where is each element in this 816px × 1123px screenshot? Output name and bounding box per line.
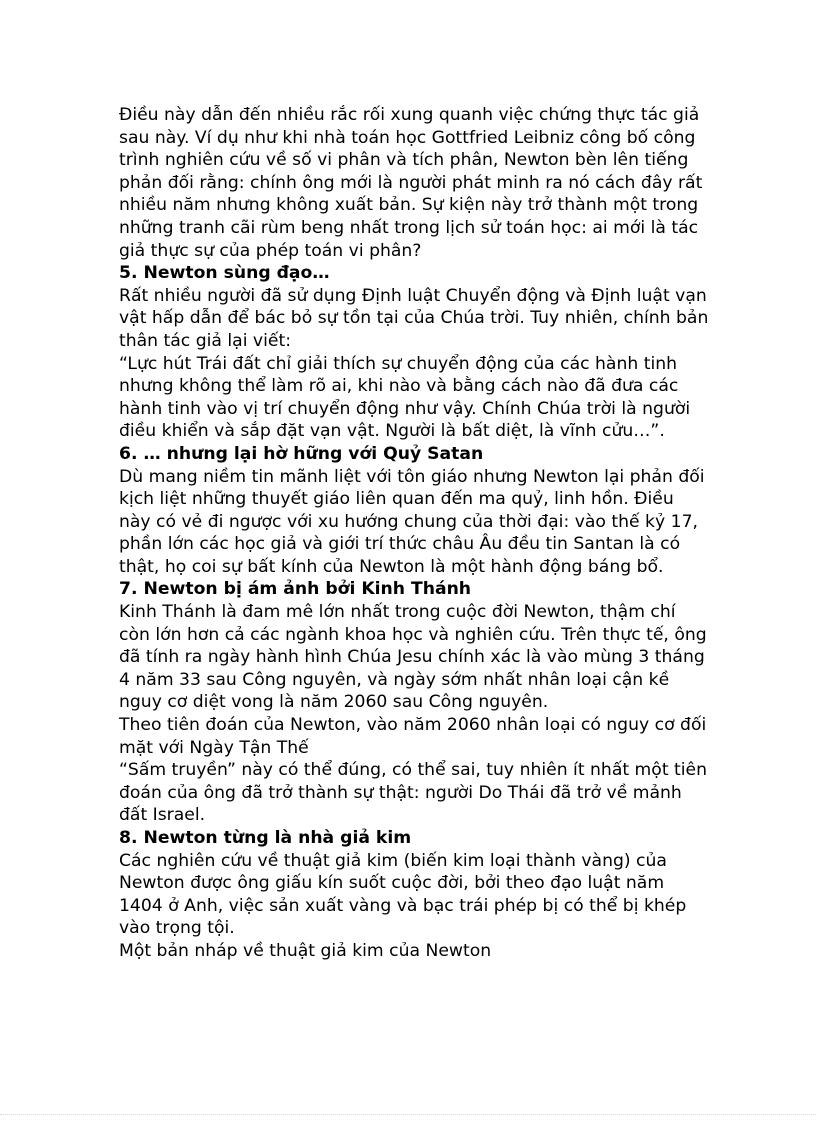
paragraph-leibniz-dispute: Điều này dẫn đến nhiều rắc rối xung quanh việc chứng thực tác giả sau này. Ví dụ như khi nhà toán học Gottfried Leibniz công bố công trình nghiên cứu về số vi phân và tích phân, Newton bèn lên tiếng phản đối rằng: chính ông mới là người phát minh ra nó cách đây rất nhiều năm nhưng không xuất bản. Sự kiện này trở thành một trong những tranh cãi rùm beng nhất trong lịch sử toán học: ai mới là tác giả thực sự của phép toán vi phân?: [119, 105, 703, 261]
heading-section-7: 7. Newton bị ám ảnh bởi Kinh Thánh: [119, 579, 472, 600]
quote-newton-god: “Lực hút Trái đất chỉ giải thích sự chuyển động của các hành tinh nhưng không thể làm rõ ai, khi nào và bằng cách nào đã đưa các hành tinh vào vị trí chuyển động như vậy. Chính Chúa trời là người điều khiển và sắp đặt vạn vật. Người là bất diệt, là vĩnh cửu…”.: [119, 353, 691, 442]
heading-section-5: 5. Newton sùng đạo…: [119, 263, 330, 284]
paragraph-prophecy: “Sấm truyền” này có thể đúng, có thể sai, tuy nhiên ít nhất một tiên đoán của ông đã trở thành sự thật: người Do Thái đã trở về mảnh đất Israel.: [119, 760, 707, 826]
paragraph-laws-of-motion: Rất nhiều người đã sử dụng Định luật Chuyển động và Định luật vạn vật hấp dẫn để bác bỏ sự tồn tại của Chúa trời. Tuy nhiên, chính bản thân tác giả lại viết:: [119, 285, 709, 351]
document-page: [119, 104, 709, 963]
heading-section-6: 6. … nhưng lại hờ hững với Quỷ Satan: [119, 443, 484, 464]
paragraph-doomsday: Theo tiên đoán của Newton, vào năm 2060 nhân loại có nguy cơ đối mặt với Ngày Tận Thế: [119, 715, 707, 758]
image-caption-alchemy-draft: Một bản nháp về thuật giả kim của Newton: [119, 940, 492, 961]
paragraph-satan: Dù mang niềm tin mãnh liệt với tôn giáo nhưng Newton lại phản đối kịch liệt những thuyết giáo liên quan đến ma quỷ, linh hồn. Điều này có vẻ đi ngược với xu hướng chung của thời đại: vào thế kỷ 17, phần lớn các học giả và giới trí thức châu Âu đều tin Santan là có thật, họ coi sự bất kính của Newton là một hành động báng bổ.: [119, 466, 705, 577]
page-bottom-divider: [0, 1114, 816, 1115]
paragraph-alchemy: Các nghiên cứu về thuật giả kim (biến kim loại thành vàng) của Newton được ông giấu kín suốt cuộc đời, bởi theo đạo luật năm 1404 ở Anh, việc sản xuất vàng và bạc trái phép bị có thể bị khép vào trọng tội.: [119, 850, 687, 939]
paragraph-bible: Kinh Thánh là đam mê lớn nhất trong cuộc đời Newton, thậm chí còn lớn hơn cả các ngành khoa học và nghiên cứu. Trên thực tế, ông đã tính ra ngày hành hình Chúa Jesu chính xác là vào mùng 3 tháng 4 năm 33 sau Công nguyên, và ngày sớm nhất nhân loại cận kề nguy cơ diệt vong là năm 2060 sau Công nguyên.: [119, 602, 707, 713]
heading-section-8: 8. Newton từng là nhà giả kim: [119, 828, 412, 848]
